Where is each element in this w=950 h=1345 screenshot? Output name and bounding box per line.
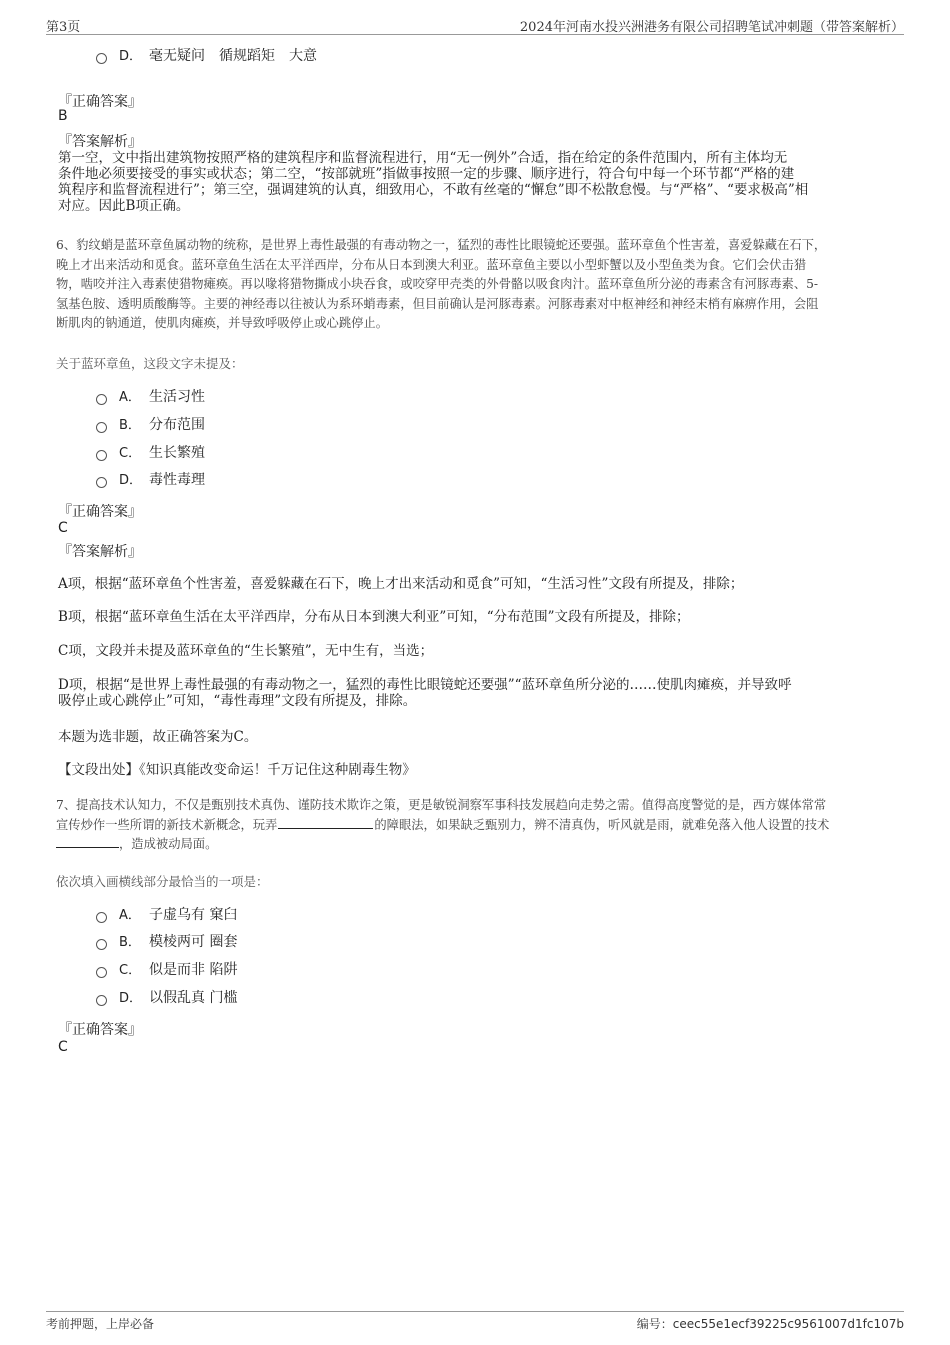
q6-source: 【文段出处】《知识真能改变命运！千万记住这种剧毒生物》 <box>58 762 416 778</box>
q7-stem: 依次填入画横线部分最恰当的一项是： <box>56 874 269 889</box>
q6-conclusion: 本题为选非题，故正确答案为C。 <box>58 729 258 745</box>
q6-expl-b: B项，根据“蓝环章鱼生活在太平洋西岸，分布从日本到澳大利亚”可知，“分布范围”文段有所提及，排除； <box>58 609 690 625</box>
page-footer <box>46 1311 904 1331</box>
radio-icon[interactable] <box>96 912 107 923</box>
q5-answer: B <box>58 108 68 124</box>
q6-answer-label: 『正确答案』 <box>58 504 142 520</box>
radio-icon[interactable] <box>96 967 107 978</box>
radio-icon[interactable] <box>96 450 107 461</box>
radio-icon[interactable] <box>96 53 107 64</box>
footer-note: 考前押题，上岸必备 <box>46 1317 155 1331</box>
blank-2 <box>56 835 119 848</box>
q6-expl-d: D项，根据“是世界上毒性最强的有毒动物之一，猛烈的毒性比眼镜蛇还要强”“蓝环章鱼所分泌的……使肌肉瘫痪，并导致呼 吸停止或心跳停止”可知，“毒性毒理”文段有所提及，排除。 <box>58 677 792 709</box>
radio-icon[interactable] <box>96 422 107 433</box>
page-number: 第3页 <box>46 20 81 35</box>
passage-line: 物，啮咬并注入毒素使猎物瘫痪。再以喙将猎物撕成小块吞食，或咬穿甲壳类的外骨骼以吸食肉汁。蓝环章鱼所分泌的毒素含有河豚毒素、5- <box>56 277 819 291</box>
q7-option-c[interactable]: C． 似是而非 陷阱 <box>96 960 237 980</box>
q7-passage <box>56 796 829 855</box>
q7-answer-label: 『正确答案』 <box>58 1022 142 1038</box>
analysis-line: 对应。因此B项正确。 <box>58 198 190 214</box>
passage-line: 宣传炒作一些所谓的新技术新概念，玩弄 的障眼法，如果缺乏甄别力，辨不清真伪，听风就是雨，就难免落入他人设置的技术 <box>56 817 830 832</box>
page-header <box>46 14 904 35</box>
blank-1 <box>278 816 373 829</box>
q6-option-c[interactable]: C． 生长繁殖 <box>96 443 205 463</box>
q5-analysis-label: 『答案解析』 <box>58 134 142 150</box>
footer-code: 编号：ceec55e1ecf39225c9561007d1fc107b <box>636 1317 904 1331</box>
q6-option-d[interactable]: D． 毒性毒理 <box>96 470 205 490</box>
q5-option-d[interactable]: D． 毫无疑问 循规蹈矩 大意 <box>96 46 317 66</box>
q6-expl-c: C项，文段并未提及蓝环章鱼的“生长繁殖”，无中生有，当选； <box>58 643 434 659</box>
q6-option-b[interactable]: B． 分布范围 <box>96 415 205 435</box>
radio-icon[interactable] <box>96 939 107 950</box>
radio-icon[interactable] <box>96 995 107 1006</box>
passage-line: 氢基色胺、透明质酸酶等。主要的神经毒以往被认为系环蛸毒素，但目前确认是河豚毒素。河豚毒素对中枢神经和神经末梢有麻痹作用，会阻 <box>56 296 819 311</box>
q5-answer-label: 『正确答案』 <box>58 94 142 110</box>
q7-option-d[interactable]: D． 以假乱真 门槛 <box>96 988 237 1008</box>
q6-expl-a: A项，根据“蓝环章鱼个性害羞，喜爱躲藏在石下，晚上才出来活动和觅食”可知，“生活习性”文段有所提及，排除； <box>58 576 744 592</box>
document-title: 2024年河南水投兴洲港务有限公司招聘笔试冲刺题（带答案解析） <box>519 20 904 35</box>
passage-line: 晚上才出来活动和觅食。蓝环章鱼生活在太平洋西岸，分布从日本到澳大利亚。蓝环章鱼主要以小型虾蟹以及小型鱼类为食。它们会伏击猎 <box>56 257 807 272</box>
passage-line: 7、提高技术认知力，不仅是甄别技术真伪、谨防技术欺诈之策，更是敏锐洞察军事科技发展趋向走势之需。值得高度警觉的是，西方媒体常常 <box>56 798 827 812</box>
q7-option-a[interactable]: A． 子虚乌有 窠臼 <box>96 905 237 925</box>
q5-analysis <box>58 150 808 214</box>
q6-answer: C <box>58 520 68 536</box>
analysis-line: 筑程序和监督流程进行”；第三空，强调建筑的认真，细致用心，不敢有丝毫的“懈怠”即不松散怠慢。与“严格”、“要求极高”相 <box>58 182 809 198</box>
q6-stem: 关于蓝环章鱼，这段文字未提及： <box>56 356 244 371</box>
q6-analysis-label: 『答案解析』 <box>58 544 142 560</box>
q6-option-a[interactable]: A． 生活习性 <box>96 387 205 407</box>
radio-icon[interactable] <box>96 477 107 488</box>
q6-passage <box>56 236 826 334</box>
radio-icon[interactable] <box>96 394 107 405</box>
passage-line: 断肌肉的钠通道，使肌肉瘫痪，并导致呼吸停止或心跳停止。 <box>56 316 389 330</box>
analysis-line: 第一空，文中指出建筑物按照严格的建筑程序和监督流程进行，用“无一例外”合适，指在给定的条件范围内，所有主体均无 <box>58 150 788 166</box>
passage-line: ，造成被动局面。 <box>56 835 829 855</box>
analysis-line: 条件地必须要接受的事实或状态；第二空，“按部就班”指做事按照一定的步骤、顺序进行，符合句中每一个环节都“严格的建 <box>58 166 795 182</box>
q7-answer: C <box>58 1039 68 1055</box>
q7-option-b[interactable]: B． 模棱两可 圈套 <box>96 932 237 952</box>
passage-line: 6、豹纹蛸是蓝环章鱼属动物的统称，是世界上毒性最强的有毒动物之一，猛烈的毒性比眼镜蛇还要强。蓝环章鱼个性害羞，喜爱躲藏在石下， <box>56 238 827 252</box>
